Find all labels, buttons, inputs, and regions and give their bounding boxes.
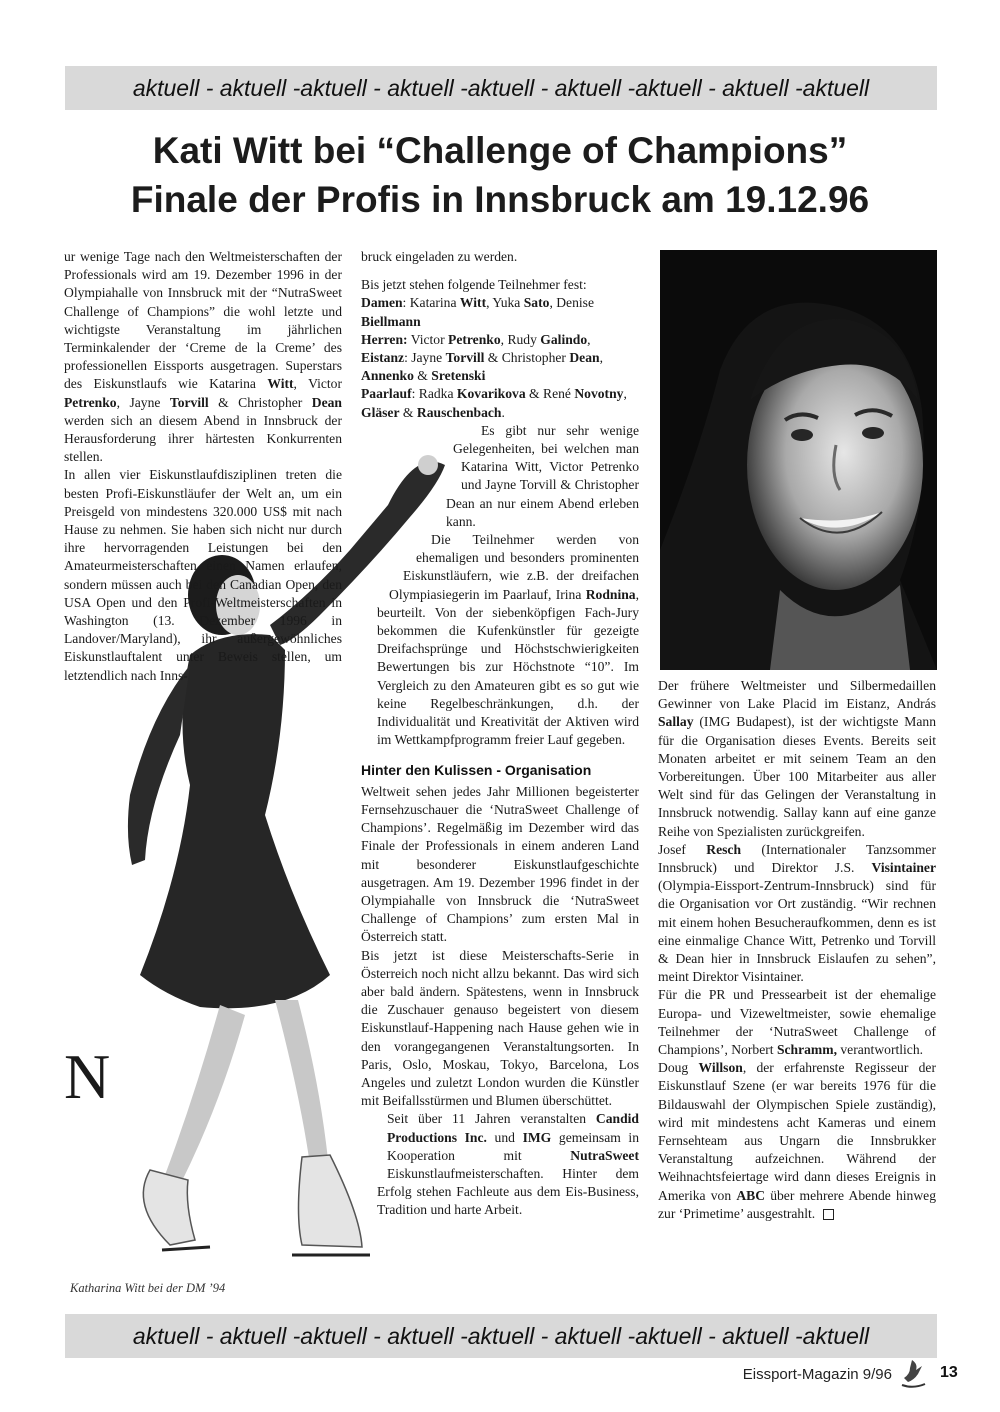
name-dean: Dean: [311, 394, 342, 410]
t: Doug: [658, 1060, 699, 1076]
t: (IMG Budapest), ist der wichtigste Mann für die Organisation dieses Events. Bereits seit Monaten arbeitet er mit seinem Team an den Vorbereitungen. Über 100 Mitarbeiter aus aller Welt sind für das Gelingen der Veranstaltung in Innsbruck notwendig. Sallay kann auf eine ganze Reihe von Spezialisten zurückgreifen.: [658, 714, 936, 839]
name: Biellmann: [361, 313, 421, 329]
name-torvill: Torvill: [169, 394, 209, 410]
name: Witt: [459, 295, 487, 311]
name-abc: ABC: [736, 1187, 766, 1203]
name-sallay: Sallay: [658, 714, 694, 730]
name-visintainer: Visintainer: [871, 860, 936, 876]
name-rodnina: Rodnina: [585, 586, 636, 602]
t: , Denise: [549, 295, 594, 311]
name: Sato: [523, 295, 550, 311]
t: ,: [599, 350, 603, 366]
t: : Radka: [411, 386, 457, 402]
t: Für die PR und Pressearbeit ist der ehemalige Europa- und Vizeweltmeister, sowie ehemalige Teilnehmer der ‘NutraSweet Challenge of Champions’, Norbert: [658, 987, 936, 1058]
pr-paragraph: [658, 986, 936, 1059]
rare-chance-paragraph: Es gibt nur sehr wenige Gelegenheiten, bei welchen man Katarina Witt, Victor Petrenko und Jayne Torvill & Christopher Dean an nur einem Abend erleben kann.: [446, 422, 639, 529]
t: Seit über 11 Jahren veranstalten: [387, 1111, 596, 1127]
name-willson: Willson: [698, 1060, 743, 1076]
name-witt: Witt: [267, 376, 294, 392]
name: Dean: [569, 350, 600, 366]
resch-paragraph: [658, 841, 936, 987]
t: &: [413, 368, 432, 384]
t: (Olympia-Eissport-Zentrum-Innsbruck) sind für die Organisation vor Ort zuständig. “Wir rechnen mit einem hohen Besucheraufkommen, denn es ist eine einmalige Chance Witt, Petrenko und Torvill & Dean hier in Innsbruck Eislaufen zu sehen”, meint Direktor Visintainer.: [658, 878, 936, 985]
t: und: [486, 1129, 523, 1145]
t: Der frühere Weltmeister und Silbermedaillen Gewinner von Lake Placid im Eistanz, András: [658, 678, 936, 712]
name: Sretenski: [431, 368, 486, 384]
sep: , Victor: [293, 376, 342, 392]
participants-herren: [361, 331, 639, 349]
name-resch: Resch: [706, 841, 742, 857]
headline-line-1: Kati Witt bei “Challenge of Champions”: [152, 130, 848, 171]
t: ,: [587, 331, 591, 347]
t: Victor: [407, 331, 449, 347]
t: gemeinsam in Kooperation mit: [387, 1129, 640, 1163]
backstage-paragraph: Weltweit sehen jedes Jahr Millionen begeisterter Fernsehzuschauer die ‘NutraSweet Challenge of Champions’. Regelmäßig im Dezember wird das Finale der Professionals in einem anderen Land mit besonderer Eiskunstlaufgeschichte ausgetragen. Am 19. Dezember 1996 findet in der Olympiahalle von Innsbruck die ‘NutraSweet Challenge of Champions’ zum ersten Mal in Österreich statt.: [361, 783, 639, 945]
t: : Katarina: [402, 295, 460, 311]
t: ,: [623, 386, 627, 402]
willson-paragraph: [658, 1059, 936, 1223]
org-img: IMG: [522, 1129, 552, 1145]
t: Josef: [658, 841, 707, 857]
name: Annenko: [361, 368, 414, 384]
t: (Internationaler Tanzsommer Innsbruck) und Direktor J.S.: [658, 841, 936, 876]
t: & René: [525, 386, 575, 402]
name: Galindo: [540, 331, 588, 347]
t: : Jayne: [404, 350, 446, 366]
end-mark-icon: [823, 1209, 834, 1220]
disciplines-paragraph: In allen vier Eiskunstlaufdisziplinen treten die besten Profi-Eiskunstläufer der Welt an, um ein Preisgeld von mindestens 320.000 US$ mit nach Hause zu nehmen. Sie haben sich nicht nur durch ihre hervorragenden Leistungen bei den Amateurmeisterschaften einen Namen erlaufen, sondern müssen auch bei den Canadian Open, den USA Open und den Profi-Weltmeisterschaften in Washington (13. Dezember 1996 in Landover/Maryland), ihr außergewöhnliches Eiskunstlauftalent unter Beweis stellen, um letztendlich nach Inns-: [64, 467, 342, 683]
name: Petrenko: [448, 331, 501, 347]
photo-caption: Katharina Witt bei der DM ’94: [70, 1281, 226, 1295]
t: , Rudy: [500, 331, 541, 347]
participants-eistanz: [361, 349, 639, 385]
org-candid: Candid Productions Inc.: [387, 1111, 639, 1145]
column-3: [658, 677, 936, 1223]
t: Eiskunstlaufmeisterschaften. Hinter dem Erfolg stehen Fachleute aus dem Eis-Business, Tradition und harte Arbeit.: [377, 1165, 639, 1218]
series-paragraph: Bis jetzt ist diese Meisterschafts-Serie in Österreich noch nicht allzu bekannt. Das wird sich aber bald ändern. Spätestens, wenn in Innsbruck die Zuschauer genauso begeistert von diesem Eiskunstlauf-Happening nach Hause gehen wie in den vorangegangenen Veranstaltungsorten. In Paris, Oslo, Moskau, Tokyo, Barcelona, Los Angeles und zuletzt London wurden die Künstler mit Beifallsstürmen und Blumen überschüttet.: [361, 947, 639, 1109]
name: Torvill: [445, 350, 485, 366]
t: , der erfahrenste Regisseur der Eiskunstlauf Szene (er war bereits 1976 für die Bildauswahl der Olympischen Spiele zuständig), wird mit mindestens acht Kameras und einem Fernsehteam aus Ungarn die Innsbrukker Veranstaltung aufzeichnen. Während der Weihnachtsfeiertage wird dann dieses Ereignis in Amerika von: [658, 1060, 936, 1203]
t: über mehrere Abende hinweg zur ‘Primetime’ ausgestrahlt.: [658, 1187, 936, 1221]
portrait-illustration: [660, 250, 937, 670]
org-nutrasweet: NutraSweet: [570, 1147, 639, 1163]
label-damen: Damen: [361, 295, 403, 311]
label-paarlauf: Paarlauf: [361, 386, 412, 402]
t: .: [501, 404, 505, 420]
label-eistanz: Eistanz: [361, 350, 405, 366]
organizers-paragraph: [361, 1110, 639, 1219]
participants-damen: [361, 294, 639, 330]
participants-paarlauf: [361, 385, 639, 421]
continued-text: bruck eingeladen zu werden.: [361, 249, 518, 264]
intro-text: ur wenige Tage nach den Weltmeisterschaften der Professionals wird am 19. Dezember 1996 in der Olympiahalle von Innsbruck mit der “NutraSweet Challenge of Champions” die wohl letzte und wichtigste Veranstaltung im jährlichen Terminkalender der ‘Creme de la Creme’ des professionellen Eissports ausgetragen. Superstars des Eiskunstlaufs wie Katarina: [64, 249, 342, 392]
name: Gläser: [361, 404, 400, 420]
name: Kovarikova: [456, 386, 526, 402]
t: & Christopher: [484, 350, 570, 366]
t: Die Teilnehmer werden von ehemaligen und besonders prominenten Eiskunstläufern, wie z.B. der dreifachen Olympiasiegerin im Paarlauf, Irina: [389, 532, 639, 602]
name: Novotny: [574, 386, 624, 402]
t: , beurteilt. Von der siebenköpfigen Fach-Jury bekommen die Kufenkünstler für gezeigte Dreifachsprünge und Höchstschwierigkeiten Bewertungen bis zur Höchstnote “10”. Im Vergleich zu den Amateuren gibt es so gut wie keine Regelbeschränkungen, d.h. der Individualität und Kreativität der Aktiven wird im Wettkampfprogramm freier Lauf gegeben.: [377, 586, 639, 748]
name: Rauschenbach: [416, 404, 502, 420]
headline-line-2: Finale der Profis in Innsbruck am 19.12.96: [130, 179, 870, 220]
column-1: [64, 248, 342, 1137]
name-schramm: Schramm,: [776, 1042, 837, 1058]
label-herren: Herren:: [361, 331, 408, 347]
sallay-paragraph: [658, 677, 936, 841]
t: verantwortlich.: [836, 1042, 924, 1058]
skater-logo-icon: [898, 1358, 928, 1390]
magazine-issue: Eissport-Magazin 9/96: [742, 1366, 892, 1383]
participants-intro: Bis jetzt stehen folgende Teilnehmer fest:: [361, 277, 587, 293]
bottom-banner: aktuell - aktuell -aktuell - aktuell -aktuell - aktuell -aktuell - aktuell -aktuell: [65, 1314, 937, 1358]
name-petrenko: Petrenko: [64, 394, 117, 410]
t: &: [399, 404, 417, 420]
t: , Yuka: [486, 295, 524, 311]
column-2: [361, 248, 639, 1220]
sep: & Christopher: [208, 394, 312, 410]
top-banner: aktuell - aktuell -aktuell - aktuell -aktuell - aktuell -aktuell - aktuell -aktuell: [65, 66, 937, 110]
page-number: 13: [940, 1364, 958, 1381]
section-heading: Hinter den Kulissen - Organisation: [361, 762, 592, 779]
portrait-photo: [660, 250, 937, 670]
sep: , Jayne: [116, 394, 170, 410]
dropcap: N: [64, 1041, 111, 1113]
intro-text-end: werden sich an diesem Abend in Innsbruck der Herausforderung ihrer härtesten Konkurrenten stellen.: [64, 412, 342, 465]
